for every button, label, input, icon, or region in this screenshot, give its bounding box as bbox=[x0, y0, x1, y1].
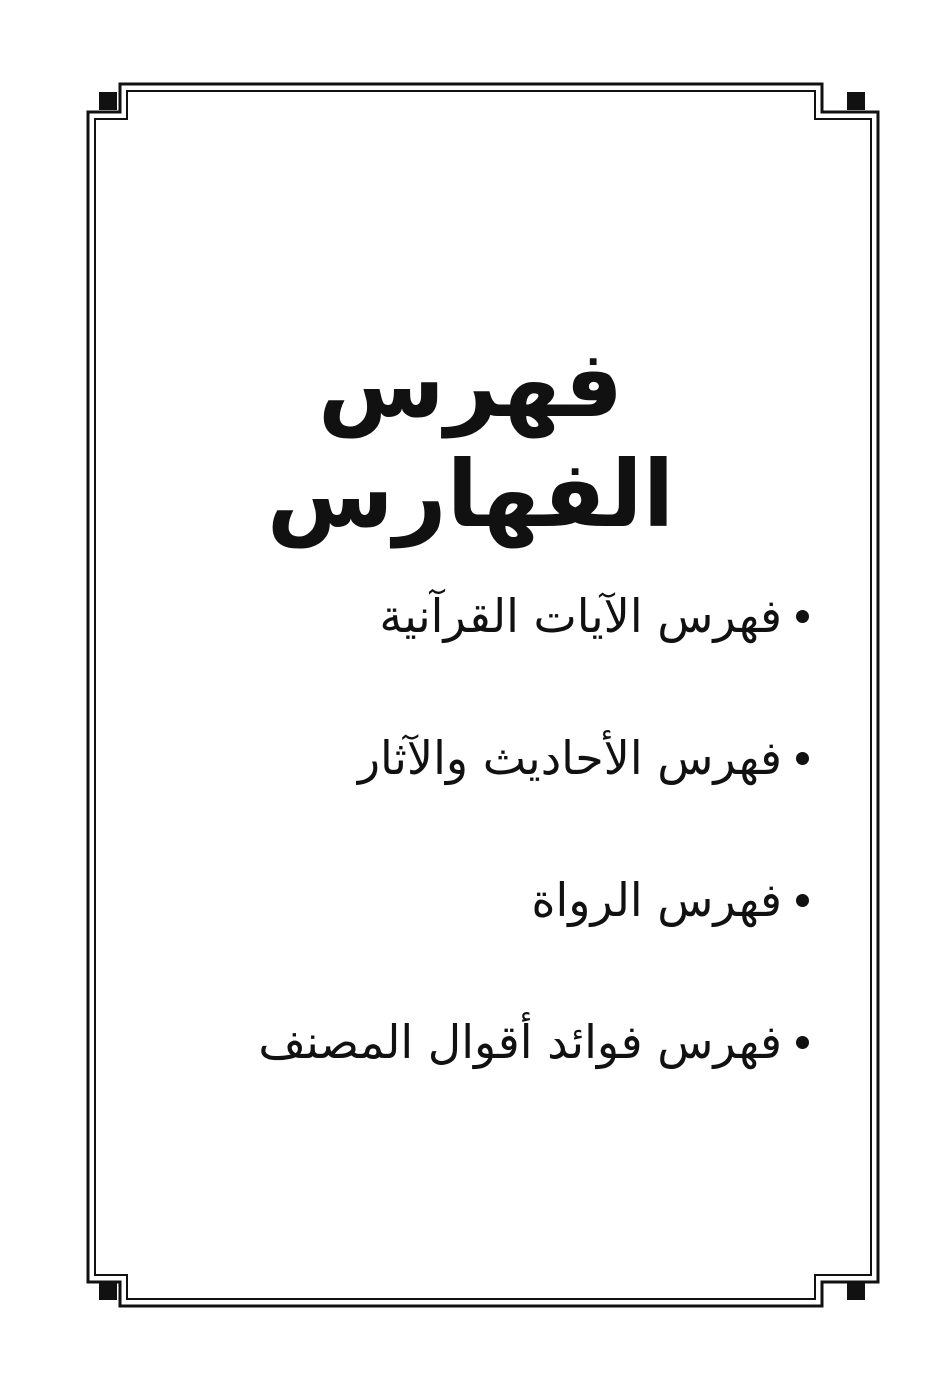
bullet-icon bbox=[796, 894, 809, 907]
bullet-icon bbox=[796, 752, 809, 765]
index-item-author-notes: فهرس فوائد أقوال المصنف bbox=[258, 1015, 782, 1069]
bullet-icon bbox=[796, 610, 809, 623]
index-item-narrators: فهرس الرواة bbox=[531, 873, 782, 927]
index-list bbox=[249, 545, 809, 1113]
list-item bbox=[249, 687, 809, 829]
corner-square-bottom-right bbox=[847, 1282, 865, 1300]
corner-square-bottom-left bbox=[99, 1282, 117, 1300]
page-title: فهرس الفهارس bbox=[266, 331, 675, 549]
corner-square-top-left bbox=[99, 92, 117, 110]
list-item bbox=[249, 545, 809, 687]
index-item-quran-verses: فهرس الآيات القرآنية bbox=[379, 589, 782, 643]
list-item bbox=[249, 971, 809, 1113]
index-item-hadiths: فهرس الأحاديث والآثار bbox=[357, 731, 782, 785]
list-item bbox=[249, 829, 809, 971]
bullet-icon bbox=[796, 1036, 809, 1049]
corner-square-top-right bbox=[847, 92, 865, 110]
